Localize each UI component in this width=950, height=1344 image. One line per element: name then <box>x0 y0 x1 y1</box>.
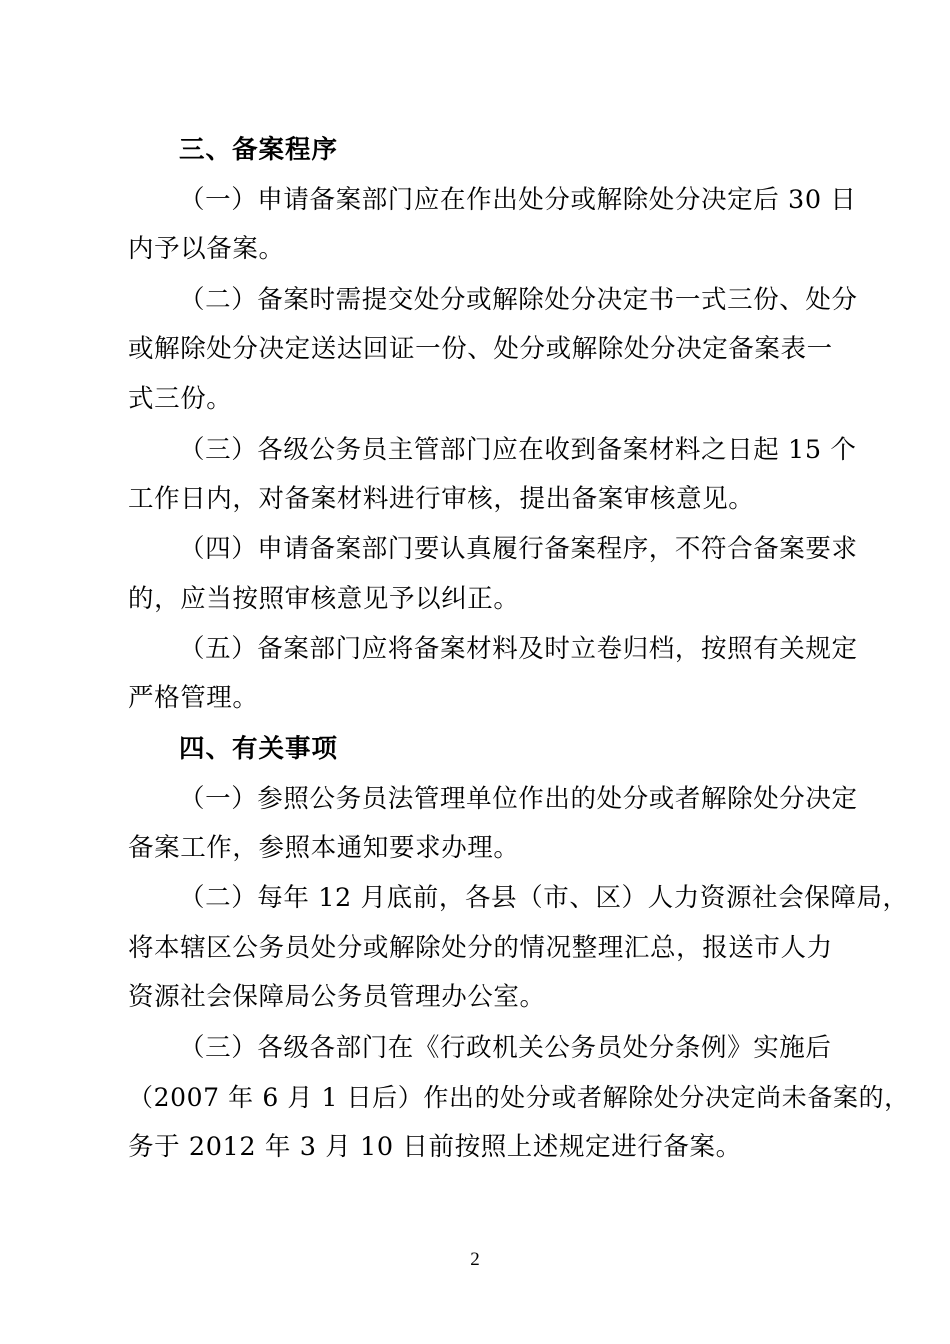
paragraph-line: 的，应当按照审核意见予以纠正。 <box>128 584 520 614</box>
paragraph-line: （一）参照公务员法管理单位作出的处分或者解除处分决定 <box>179 784 858 814</box>
paragraph-line: （三）各级各部门在《行政机关公务员处分条例》实施后 <box>179 1033 832 1063</box>
section-heading-related-matters: 四、有关事项 <box>179 734 339 764</box>
paragraph-line: （2007 年 6 月 1 日后）作出的处分或者解除处分决定尚未备案的， <box>128 1083 910 1112</box>
paragraph-line: 资源社会保障局公务员管理办公室。 <box>128 982 546 1012</box>
paragraph-line: （二）备案时需提交处分或解除处分决定书一式三份、处分 <box>179 285 858 315</box>
paragraph-line: （二）每年 12 月底前，各县（市、区）人力资源社会保障局， <box>179 883 909 913</box>
paragraph-line: 内予以备案。 <box>128 234 285 264</box>
page-number: 2 <box>470 1249 480 1270</box>
section-heading-filing-procedure: 三、备案程序 <box>179 135 339 165</box>
paragraph-line: （一）申请备案部门应在作出处分或解除处分决定后 30 日 <box>179 185 857 215</box>
paragraph-line: 严格管理。 <box>128 683 259 713</box>
paragraph-line: 务于 2012 年 3 月 10 日前按照上述规定进行备案。 <box>128 1132 742 1162</box>
paragraph-line: 式三份。 <box>128 384 233 414</box>
paragraph-line: （五）备案部门应将备案材料及时立卷归档，按照有关规定 <box>179 634 858 664</box>
paragraph-line: （四）申请备案部门要认真履行备案程序，不符合备案要求 <box>179 534 858 564</box>
paragraph-line: 工作日内，对备案材料进行审核，提出备案审核意见。 <box>128 484 755 514</box>
paragraph-line: 或解除处分决定送达回证一份、处分或解除处分决定备案表一 <box>128 334 833 364</box>
paragraph-line: 备案工作，参照本通知要求办理。 <box>128 833 520 863</box>
paragraph-line: （三）各级公务员主管部门应在收到备案材料之日起 15 个 <box>179 435 857 465</box>
paragraph-line: 将本辖区公务员处分或解除处分的情况整理汇总，报送市人力 <box>128 933 833 963</box>
